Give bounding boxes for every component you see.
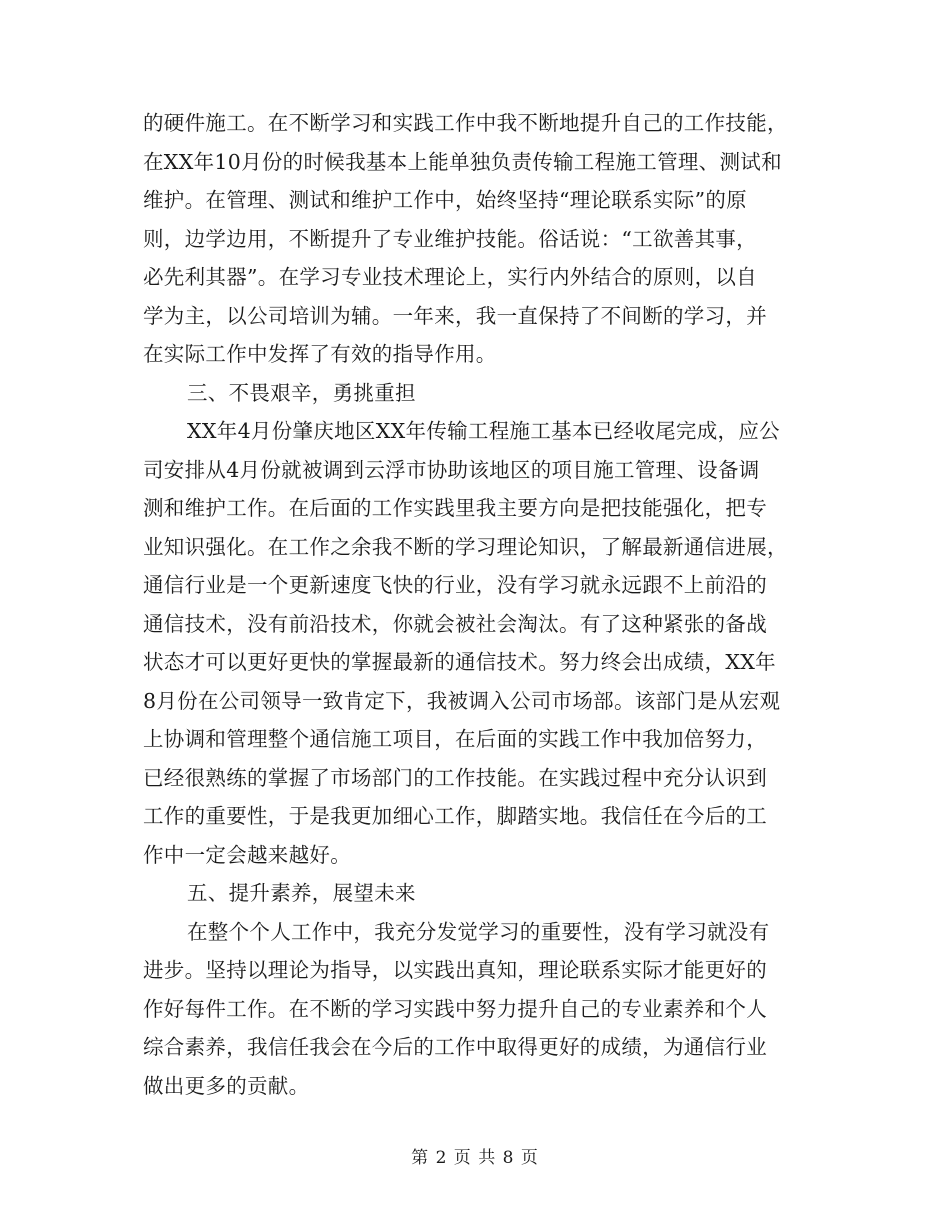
text-line: 的硬件施工。在不断学习和实践工作中我不断地提升自己的工作技能， <box>143 111 788 135</box>
text-line: 维护。在管理、测试和维护工作中，始终坚持“理论联系实际”的原 <box>143 188 747 212</box>
section-heading: 五、提升素养，展望未来 <box>187 881 416 905</box>
text-line: 已经很熟练的掌握了市场部门的工作技能。在实践过程中充分认识到 <box>143 765 767 790</box>
text-line: 在XX年10月份的时候我基本上能单独负责传输工程施工管理、测试和 <box>143 149 782 174</box>
text-line: 状态才可以更好更快的掌握最新的通信技术。努力终会出成绩，XX年 <box>143 650 776 674</box>
text-line: 进步。坚持以理论为指导，以实践出真知，理论联系实际才能更好的 <box>143 958 767 982</box>
text-line: 在整个个人工作中，我充分发觉学习的重要性，没有学习就没有 <box>187 919 770 944</box>
text-line: 上协调和管理整个通信施工项目，在后面的实践工作中我加倍努力， <box>143 727 767 751</box>
text-line: 司安排从4月份就被调到云浮市协助该地区的项目施工管理、设备调 <box>143 457 760 482</box>
text-line: 综合素养，我信任我会在今后的工作中取得更好的成绩，为通信行业 <box>143 1035 767 1059</box>
text-line: 工作的重要性，于是我更加细心工作，脚踏实地。我信任在今后的工 <box>143 804 767 828</box>
section-heading: 三、不畏艰辛，勇挑重担 <box>187 380 416 405</box>
text-line: 必先利其器”。在学习专业技术理论上，实行内外结合的原则，以自 <box>143 265 757 289</box>
text-line: XX年4月份肇庆地区XX年传输工程施工基本已经收尾完成，应公 <box>187 419 780 443</box>
text-line: 8月份在公司领导一致肯定下，我被调入公司市场部。该部门是从宏观 <box>143 688 781 713</box>
text-line: 作中一定会越来越好。 <box>143 842 351 867</box>
text-line: 通信行业是一个更新速度飞快的行业，没有学习就永远跟不上前沿的 <box>143 573 767 597</box>
text-line: 业知识强化。在工作之余我不断的学习理论知识，了解最新通信进展， <box>143 534 788 559</box>
page-number-footer: 第 2 页 共 8 页 <box>411 1148 539 1168</box>
text-line: 测和维护工作。在后面的工作实践里我主要方向是把技能强化，把专 <box>143 496 767 520</box>
body-text <box>143 104 811 1105</box>
text-line: 在实际工作中发挥了有效的指导作用。 <box>143 342 497 366</box>
text-line: 做出更多的贡献。 <box>143 1073 310 1098</box>
text-line: 作好每件工作。在不断的学习实践中努力提升自己的专业素养和个人 <box>143 996 767 1021</box>
text-line: 则，边学边用，不断提升了专业维护技能。俗话说：“工欲善其事， <box>143 226 757 251</box>
text-line: 通信技术，没有前沿技术，你就会被社会淘汰。有了这种紧张的备战 <box>143 611 767 636</box>
text-line: 学为主，以公司培训为辅。一年来，我一直保持了不间断的学习，并 <box>143 303 767 328</box>
